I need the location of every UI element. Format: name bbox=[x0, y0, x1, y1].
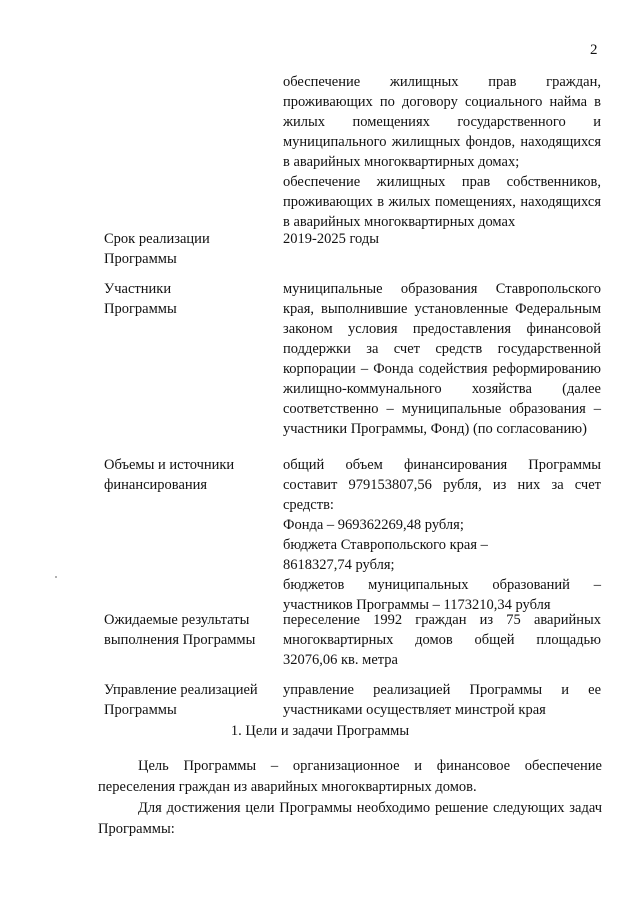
value-funding bbox=[283, 455, 601, 615]
value-line: муниципальные образования Ставропольского края, выполнившие установленные Федеральным законом условия предоставления финансовой поддержки за счет средств государственной корпорации – Фонда содействия реформированию жилищно-коммунального хозяйства (далее соответственно – муниципальные образования – участники Программы, Фонд) (по согласованию) bbox=[283, 281, 601, 437]
label-duration bbox=[104, 229, 274, 269]
value-results bbox=[283, 610, 601, 670]
value-line: бюджетов муниципальных образований – участников Программы – 1173210,34 рубля bbox=[283, 577, 601, 613]
label-line: Ожидаемые результаты bbox=[104, 612, 250, 628]
top-block bbox=[283, 72, 601, 232]
label-line: Программы bbox=[104, 251, 177, 267]
section-heading: 1. Цели и задачи Программы bbox=[230, 723, 410, 739]
label-line: Программы bbox=[104, 702, 177, 718]
value-line: общий объем финансирования Программы составит 979153807,56 рубля, из них за счет средств: bbox=[283, 457, 601, 513]
value-line: бюджета Ставропольского края – bbox=[283, 537, 488, 553]
label-line: Программы bbox=[104, 301, 177, 317]
label-line: Управление реализацией bbox=[104, 682, 258, 698]
label-results bbox=[104, 610, 274, 650]
value-line: переселение 1992 граждан из 75 аварийных многоквартирных домов общей площадью 32076,06 кв. метра bbox=[283, 612, 601, 668]
value-duration bbox=[283, 229, 601, 249]
label-line: Срок реализации bbox=[104, 231, 210, 247]
scan-speck bbox=[55, 576, 57, 578]
paragraph-tasks: Для достижения цели Программы необходимо решение следующих задач Программы: bbox=[98, 800, 602, 837]
label-line: Объемы и источники bbox=[104, 457, 235, 473]
label-line: Участники bbox=[104, 281, 172, 297]
top-block-line: обеспечение жилищных прав собственников, проживающих в жилых помещениях, находящихся в аварийных многоквартирных домах bbox=[283, 174, 601, 230]
value-line: 2019-2025 годы bbox=[283, 231, 379, 247]
page-number: 2 bbox=[590, 42, 598, 58]
top-block-line: обеспечение жилищных прав граждан, проживающих по договору социального найма в жилых помещениях государственного и муниципального жилищных фондов, находящихся в аварийных многоквартирных домах; bbox=[283, 74, 601, 170]
label-line: выполнения Программы bbox=[104, 632, 256, 648]
label-line: финансирования bbox=[104, 477, 208, 493]
value-line: управление реализацией Программы и ее участниками осуществляет минстрой края bbox=[283, 682, 601, 718]
label-participants bbox=[104, 279, 274, 319]
value-management bbox=[283, 680, 601, 720]
label-funding bbox=[104, 455, 274, 495]
paragraph-goal: Цель Программы – организационное и финансовое обеспечение переселения граждан из аварийных многоквартирных домов. bbox=[98, 758, 602, 795]
value-participants bbox=[283, 279, 601, 439]
value-line: 8618327,74 рубля; bbox=[283, 557, 395, 573]
value-line: Фонда – 969362269,48 рубля; bbox=[283, 517, 464, 533]
label-management bbox=[104, 680, 274, 720]
